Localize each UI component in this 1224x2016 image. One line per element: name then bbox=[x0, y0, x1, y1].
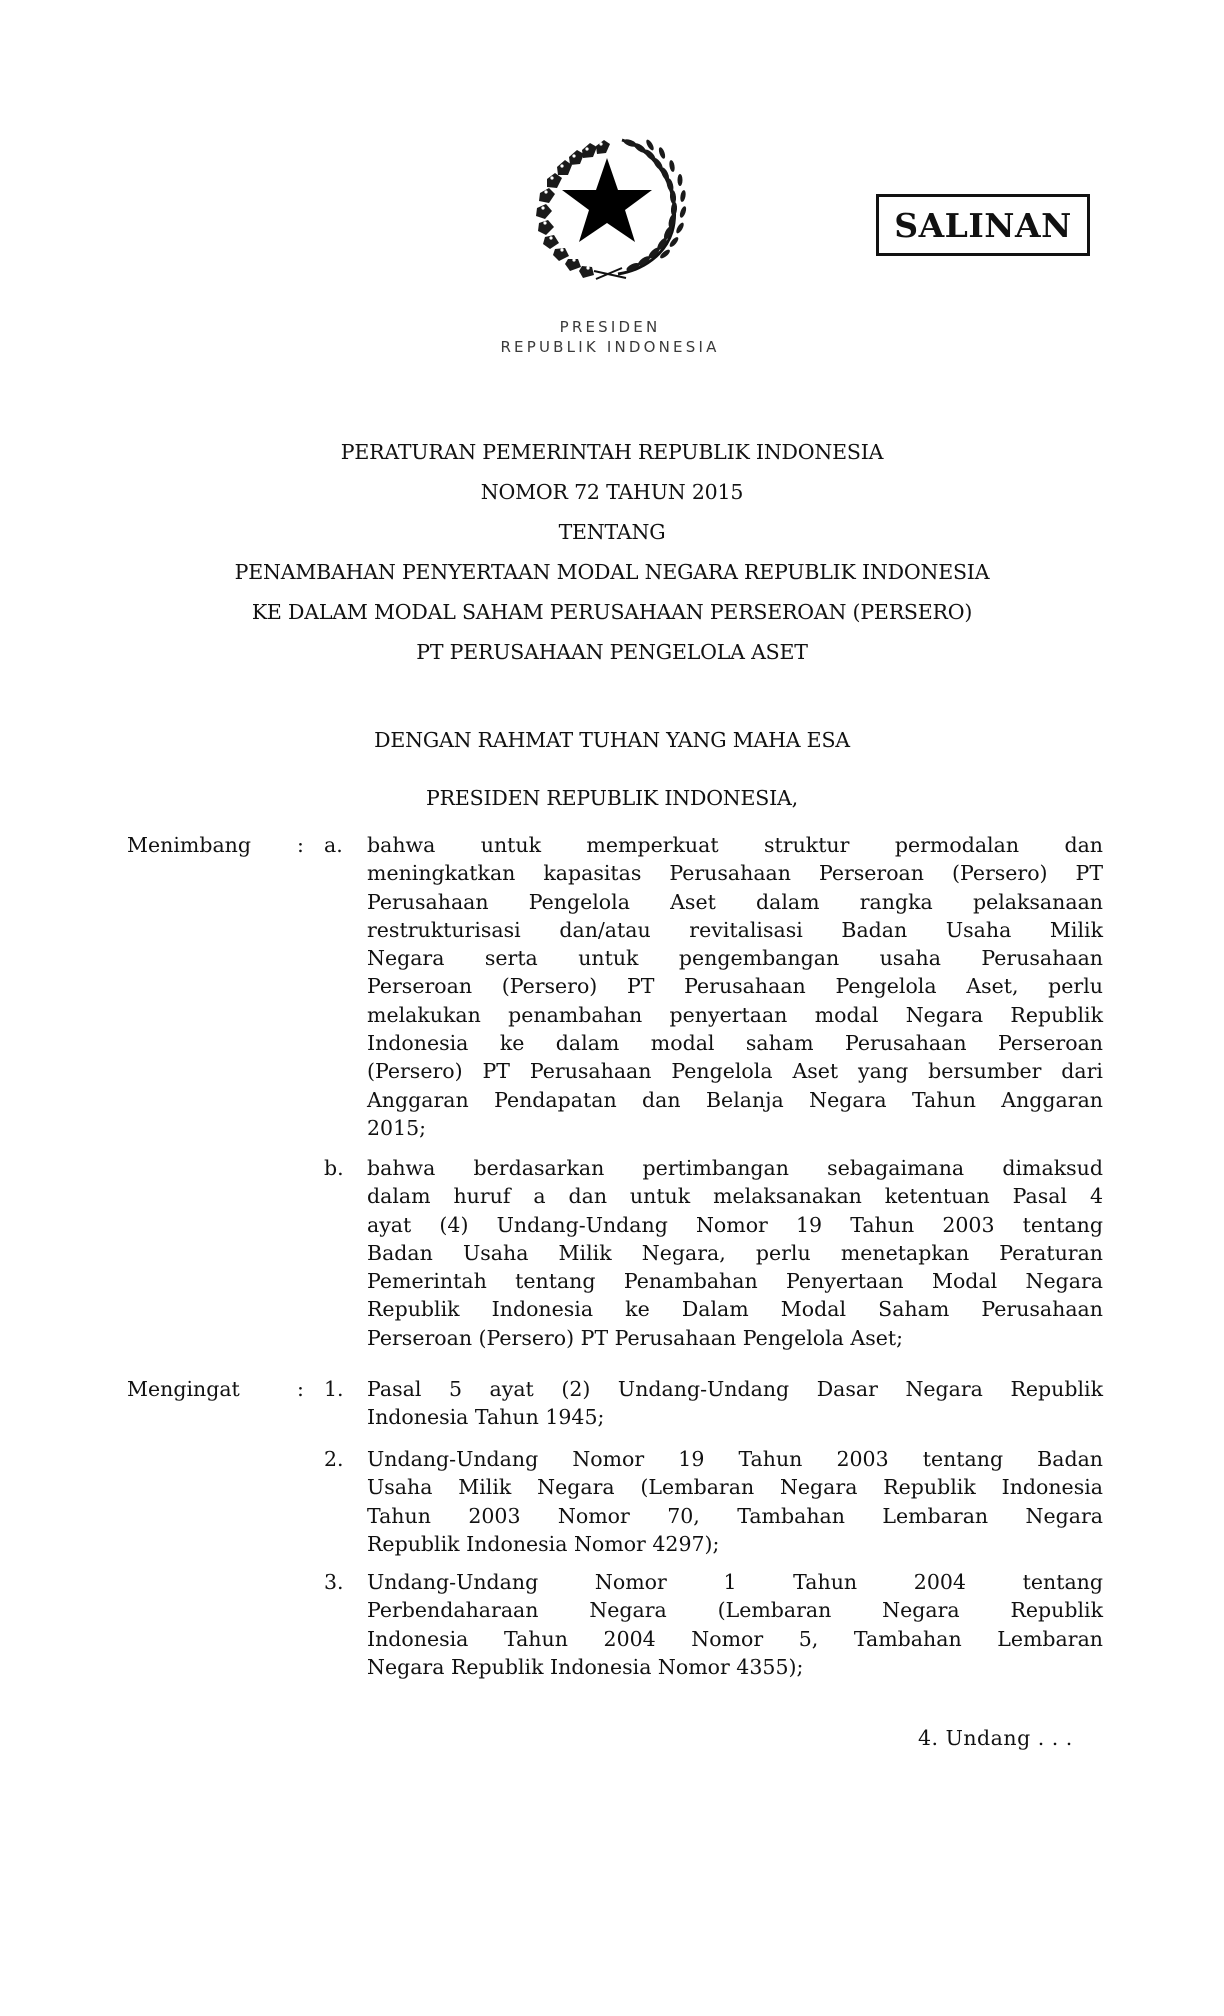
legal-basis-3 bbox=[367, 1568, 1103, 1681]
presidential-emblem bbox=[522, 128, 688, 280]
section-label-mengingat: Mengingat bbox=[127, 1377, 240, 1401]
section-colon: : bbox=[297, 833, 304, 857]
text-line: Tahun 2003 Nomor 70, Tambahan Lembaran Negara bbox=[367, 1503, 1103, 1528]
star-emblem-icon bbox=[522, 128, 688, 280]
item-marker: a. bbox=[324, 833, 343, 857]
text-line: bahwa untuk memperkuat struktur permodalan dan bbox=[367, 833, 1103, 857]
regulation-number: NOMOR 72 TAHUN 2015 bbox=[480, 480, 744, 504]
text-line: Anggaran Pendapatan dan Belanja Negara Tahun Anggaran bbox=[367, 1087, 1103, 1112]
text-line: Badan Usaha Milik Negara, perlu menetapkan Peraturan bbox=[367, 1240, 1103, 1265]
text-line: Perusahaan Pengelola Aset dalam rangka pelaksanaan bbox=[367, 889, 1103, 914]
section-label-menimbang: Menimbang bbox=[127, 833, 251, 857]
legal-basis-1 bbox=[367, 1375, 1103, 1432]
text-line: Usaha Milik Negara (Lembaran Negara Republik Indonesia bbox=[367, 1475, 1103, 1500]
text-line: Negara Republik Indonesia Nomor 4355); bbox=[367, 1654, 804, 1679]
text-line: ayat (4) Undang-Undang Nomor 19 Tahun 2003 tentang bbox=[367, 1212, 1103, 1237]
text-line: bahwa berdasarkan pertimbangan sebagaimana dimaksud bbox=[367, 1156, 1103, 1180]
regulation-subject-line-2: KE DALAM MODAL SAHAM PERUSAHAAN PERSEROAN (PERSERO) bbox=[251, 600, 973, 624]
regulation-about: TENTANG bbox=[558, 520, 666, 544]
text-line: Republik Indonesia ke Dalam Modal Saham Perusahaan bbox=[367, 1297, 1103, 1322]
emblem-caption-president: PRESIDEN bbox=[559, 318, 661, 336]
item-marker: b. bbox=[324, 1156, 344, 1180]
text-line: Perseroan (Persero) PT Perusahaan Pengelola Aset, perlu bbox=[367, 974, 1103, 999]
text-line: melakukan penambahan penyertaan modal Negara Republik bbox=[367, 1002, 1103, 1027]
text-line: Perbendaharaan Negara (Lembaran Negara Republik bbox=[367, 1598, 1103, 1623]
text-line: (Persero) PT Perusahaan Pengelola Aset yang bersumber dari bbox=[367, 1059, 1103, 1084]
text-line: Undang-Undang Nomor 19 Tahun 2003 tentang Badan bbox=[367, 1447, 1103, 1471]
text-line: dalam huruf a dan untuk melaksanakan ketentuan Pasal 4 bbox=[367, 1184, 1103, 1209]
regulation-title: PERATURAN PEMERINTAH REPUBLIK INDONESIA bbox=[340, 440, 884, 464]
invocation: DENGAN RAHMAT TUHAN YANG MAHA ESA bbox=[374, 728, 850, 752]
regulation-subject-line-1: PENAMBAHAN PENYERTAAN MODAL NEGARA REPUBLIK INDONESIA bbox=[234, 560, 990, 584]
text-line: Indonesia Tahun 2004 Nomor 5, Tambahan Lembaran bbox=[367, 1626, 1103, 1651]
section-colon: : bbox=[297, 1377, 304, 1401]
copy-stamp bbox=[876, 194, 1090, 256]
text-line: Negara serta untuk pengembangan usaha Perusahaan bbox=[367, 946, 1103, 971]
text-line: meningkatkan kapasitas Perusahaan Perseroan (Persero) PT bbox=[367, 861, 1103, 886]
text-line: Pemerintah tentang Penambahan Penyertaan Modal Negara bbox=[367, 1269, 1103, 1294]
text-line: 2015; bbox=[367, 1115, 427, 1140]
consideration-b bbox=[367, 1154, 1103, 1352]
emblem-caption-republic: REPUBLIK INDONESIA bbox=[500, 338, 720, 356]
item-marker: 2. bbox=[324, 1447, 344, 1471]
text-line: Undang-Undang Nomor 1 Tahun 2004 tentang bbox=[367, 1570, 1103, 1594]
text-line: restrukturisasi dan/atau revitalisasi Badan Usaha Milik bbox=[367, 917, 1103, 942]
item-marker: 1. bbox=[324, 1377, 344, 1401]
text-line: Indonesia Tahun 1945; bbox=[367, 1405, 605, 1430]
text-line: Pasal 5 ayat (2) Undang-Undang Dasar Negara Republik bbox=[367, 1377, 1103, 1401]
item-marker: 3. bbox=[324, 1570, 344, 1594]
issuer: PRESIDEN REPUBLIK INDONESIA, bbox=[426, 786, 798, 810]
regulation-subject-line-3: PT PERUSAHAAN PENGELOLA ASET bbox=[416, 640, 808, 664]
next-page-reference: 4. Undang . . . bbox=[918, 1726, 1073, 1750]
copy-stamp-label: SALINAN bbox=[894, 205, 1072, 245]
text-line: Perseroan (Persero) PT Perusahaan Pengelola Aset; bbox=[367, 1325, 904, 1350]
consideration-a bbox=[367, 831, 1103, 1142]
text-line: Indonesia ke dalam modal saham Perusahaan Perseroan bbox=[367, 1031, 1103, 1056]
legal-basis-2 bbox=[367, 1445, 1103, 1558]
text-line: Republik Indonesia Nomor 4297); bbox=[367, 1531, 720, 1556]
